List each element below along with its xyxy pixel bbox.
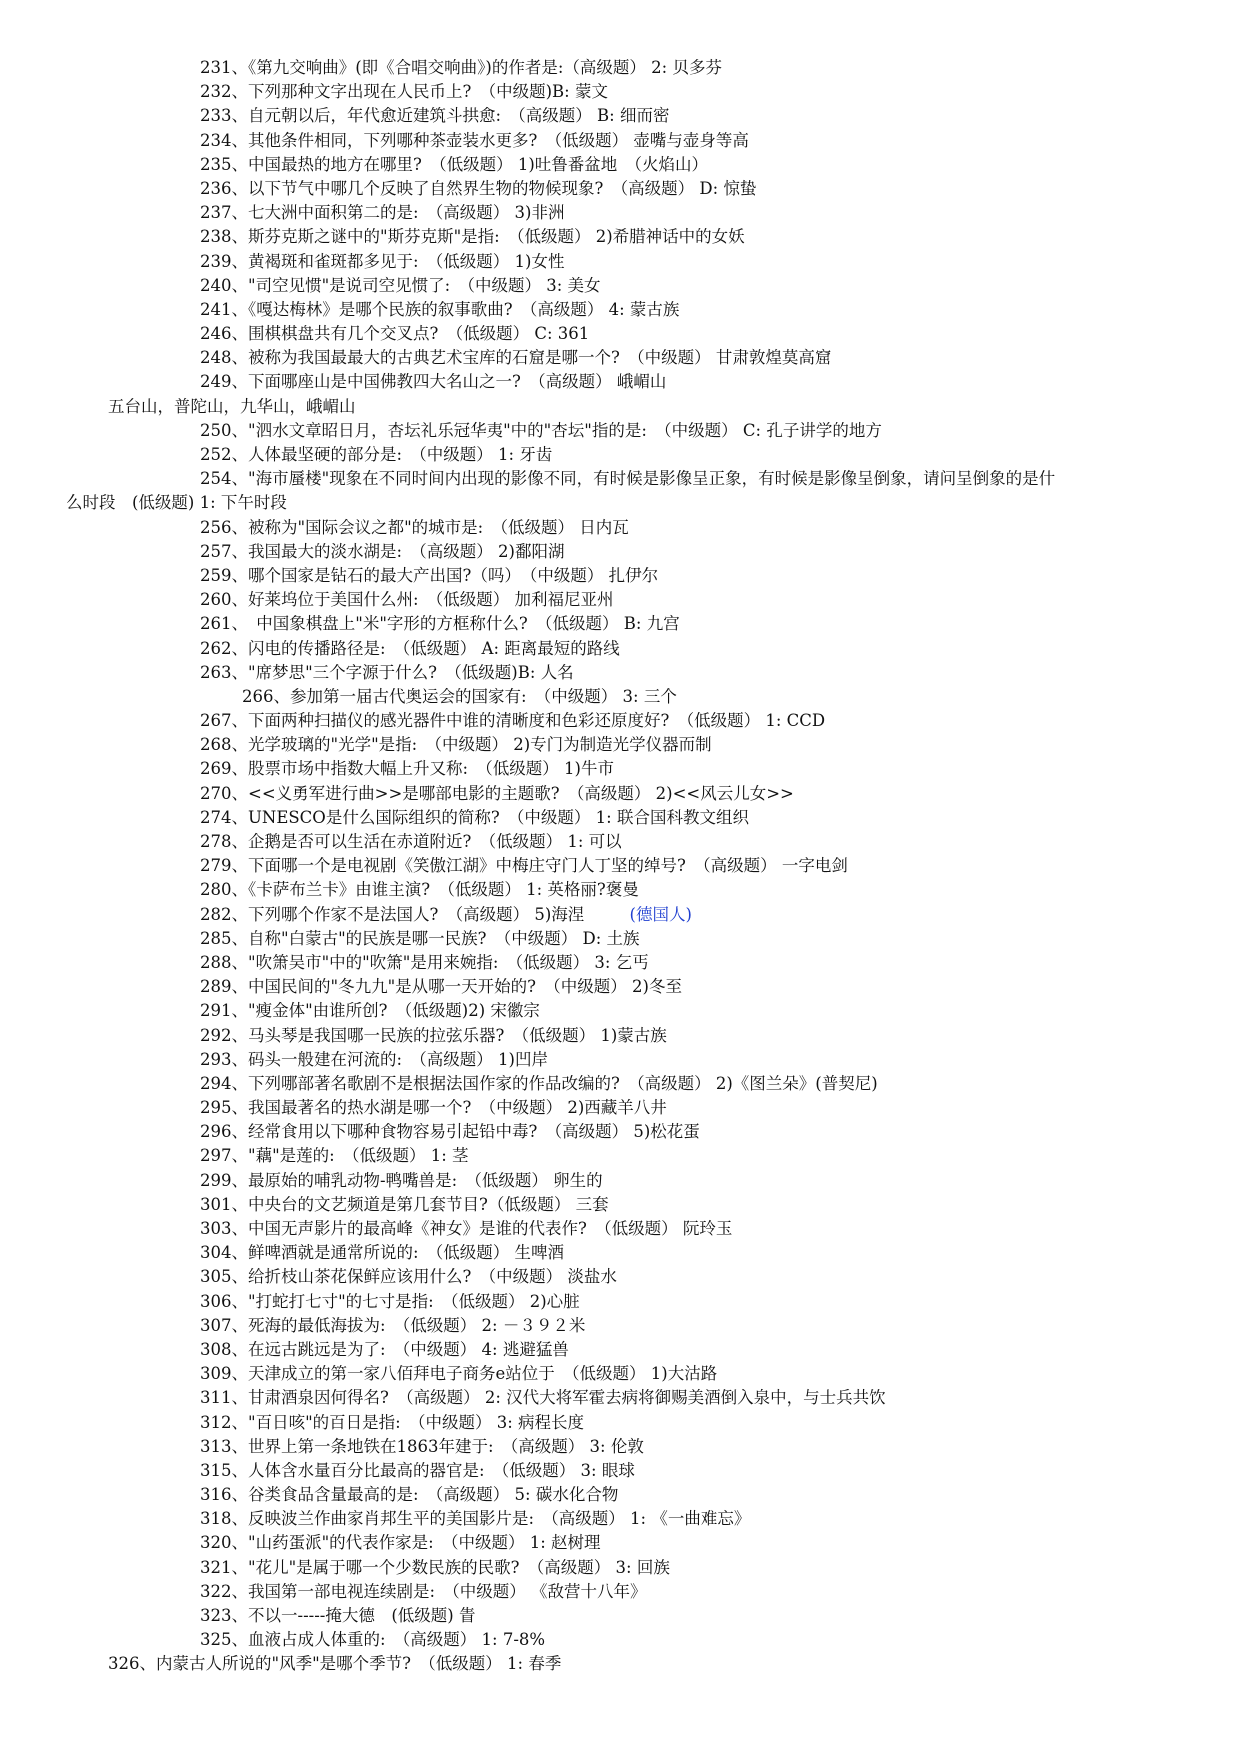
quiz-line-260: 260、好莱坞位于美国什么州: （低级题） 加利福尼亚州 bbox=[200, 590, 614, 610]
quiz-line-234: 234、其他条件相同，下列哪种茶壶装水更多? （低级题） 壶嘴与壶身等高 bbox=[200, 130, 749, 150]
quiz-line-305: 305、给折枝山茶花保鲜应该用什么? （中级题） 淡盐水 bbox=[200, 1267, 617, 1287]
quiz-line-294: 294、下列哪部著名歌剧不是根据法国作家的作品改编的? （高级题） 2)《图兰朵》(普契尼) bbox=[200, 1073, 878, 1093]
quiz-note-mountains: 五台山，普陀山，九华山，峨嵋山 bbox=[108, 396, 356, 416]
quiz-line-240: 240、"司空见惯"是说司空见惯了: （中级题） 3: 美女 bbox=[200, 275, 601, 295]
quiz-line-270: 270、<<义勇军进行曲>>是哪部电影的主题歌? （高级题） 2)<<风云儿女>> bbox=[200, 783, 794, 803]
quiz-line-239: 239、黄褐斑和雀斑都多见于: （低级题） 1)女性 bbox=[200, 251, 565, 271]
quiz-line-254: 254、"海市蜃楼"现象在不同时间内出现的影像不同，有时候是影像呈正象，有时候是影像呈倒象，请问呈倒象的是什 bbox=[200, 469, 1056, 489]
quiz-line-282 bbox=[0, 903, 1241, 927]
quiz-line-303: 303、中国无声影片的最高峰《神女》是谁的代表作? （低级题） 阮玲玉 bbox=[200, 1219, 733, 1238]
quiz-line-250: 250、"泗水文章昭日月，杏坛礼乐冠华夷"中的"杏坛"指的是: （中级题） C: 孔子讲学的地方 bbox=[200, 420, 882, 440]
quiz-line-282-note: (德国人) bbox=[629, 904, 692, 924]
quiz-line-257: 257、我国最大的淡水湖是: （高级题） 2)鄱阳湖 bbox=[200, 541, 565, 561]
quiz-line-235: 235、中国最热的地方在哪里? （低级题） 1)吐鲁番盆地 （火焰山） bbox=[200, 154, 709, 174]
quiz-line-318: 318、反映波兰作曲家肖邦生平的美国影片是: （高级题） 1: 《一曲难忘》 bbox=[200, 1509, 751, 1529]
quiz-line-233: 233、自元朝以后，年代愈近建筑斗拱愈: （高级题） B: 细而密 bbox=[200, 106, 670, 126]
quiz-line-246: 246、围棋棋盘共有几个交叉点? （低级题） C: 361 bbox=[200, 324, 590, 344]
quiz-line-266: 266、参加第一届古代奥运会的国家有: （中级题） 3: 三个 bbox=[242, 686, 677, 706]
quiz-line-241: 241、《嘎达梅林》是哪个民族的叙事歌曲? （高级题） 4: 蒙古族 bbox=[200, 299, 680, 319]
quiz-line-261: 261、 中国象棋盘上"米"字形的方框称什么? （低级题） B: 九宫 bbox=[200, 614, 680, 634]
quiz-line-306: 306、"打蛇打七寸"的七寸是指: （低级题） 2)心脏 bbox=[200, 1291, 580, 1311]
quiz-line-292: 292、马头琴是我国哪一民族的拉弦乐器? （低级题） 1)蒙古族 bbox=[200, 1025, 667, 1045]
quiz-line-301: 301、中央台的文艺频道是第几套节目?（低级题） 三套 bbox=[200, 1194, 609, 1214]
quiz-line-313: 313、世界上第一条地铁在1863年建于: （高级题） 3: 伦敦 bbox=[200, 1436, 644, 1456]
quiz-line-259: 259、哪个国家是钻石的最大产出国?（吗） （中级题） 扎伊尔 bbox=[200, 565, 659, 585]
quiz-line-285: 285、自称"白蒙古"的民族是哪一民族? （中级题） D: 土族 bbox=[200, 928, 640, 948]
quiz-line-269: 269、股票市场中指数大幅上升又称: （低级题） 1)牛市 bbox=[200, 759, 614, 779]
quiz-line-311: 311、甘肃酒泉因何得名? （高级题） 2: 汉代大将军霍去病将御赐美酒倒入泉中，与士兵共饮 bbox=[200, 1388, 886, 1408]
quiz-line-316: 316、谷类食品含量最高的是: （高级题） 5: 碳水化合物 bbox=[200, 1485, 619, 1505]
quiz-line-254-cont: 么时段 (低级题) 1: 下午时段 bbox=[66, 493, 287, 513]
quiz-line-262: 262、闪电的传播路径是: （低级题） A: 距离最短的路线 bbox=[200, 638, 620, 658]
quiz-line-248: 248、被称为我国最最大的古典艺术宝库的石窟是哪一个? （中级题） 甘肃敦煌莫高窟 bbox=[200, 348, 832, 368]
quiz-line-322: 322、我国第一部电视连续剧是: （中级题） 《敌营十八年》 bbox=[200, 1581, 647, 1601]
quiz-line-295: 295、我国最著名的热水湖是哪一个? （中级题） 2)西藏羊八井 bbox=[200, 1098, 667, 1118]
quiz-line-299: 299、最原始的哺乳动物-鸭嘴兽是: （低级题） 卵生的 bbox=[200, 1170, 603, 1190]
quiz-line-288: 288、"吹箫吴市"中的"吹箫"是用来婉指: （低级题） 3: 乞丐 bbox=[200, 952, 649, 972]
quiz-line-289: 289、中国民间的"冬九九"是从哪一天开始的? （中级题） 2)冬至 bbox=[200, 977, 682, 997]
quiz-line-323: 323、不以一-----掩大德 (低级题) 眚 bbox=[200, 1606, 476, 1625]
quiz-line-308: 308、在远古跳远是为了: （中级题） 4: 逃避猛兽 bbox=[200, 1339, 569, 1359]
quiz-line-296: 296、经常食用以下哪种食物容易引起铅中毒? （高级题） 5)松花蛋 bbox=[200, 1122, 700, 1142]
quiz-line-274: 274、UNESCO是什么国际组织的简称? （中级题） 1: 联合国科教文组织 bbox=[200, 807, 749, 827]
quiz-line-326: 326、内蒙古人所说的"风季"是哪个季节? （低级题） 1: 春季 bbox=[108, 1654, 562, 1674]
quiz-line-263: 263、"席梦思"三个字源于什么? （低级题)B: 人名 bbox=[200, 662, 574, 682]
quiz-line-231: 231、《第九交响曲》(即《合唱交响曲》)的作者是:（高级题） 2: 贝多芬 bbox=[200, 58, 722, 77]
quiz-line-309: 309、天津成立的第一家八佰拜电子商务e站位于 （低级题） 1)大沽路 bbox=[200, 1364, 718, 1384]
quiz-line-297: 297、"藕"是莲的: （低级题） 1: 茎 bbox=[200, 1146, 469, 1166]
quiz-line-321: 321、"花儿"是属于哪一个少数民族的民歌? （高级题） 3: 回族 bbox=[200, 1557, 670, 1577]
quiz-line-238: 238、斯芬克斯之谜中的"斯芬克斯"是指: （低级题） 2)希腊神话中的女妖 bbox=[200, 227, 745, 247]
quiz-line-312: 312、"百日咳"的百日是指: （中级题） 3: 病程长度 bbox=[200, 1412, 585, 1432]
quiz-line-304: 304、鲜啤酒就是通常所说的: （低级题） 生啤酒 bbox=[200, 1243, 565, 1263]
quiz-line-252: 252、人体最坚硬的部分是: （中级题） 1: 牙齿 bbox=[200, 445, 553, 464]
quiz-line-279: 279、下面哪一个是电视剧《笑傲江湖》中梅庄守门人丁坚的绰号? （高级题） 一字电剑 bbox=[200, 856, 848, 876]
quiz-line-268: 268、光学玻璃的"光学"是指: （中级题） 2)专门为制造光学仪器而制 bbox=[200, 735, 712, 755]
quiz-line-325: 325、血液占成人体重的: （高级题） 1: 7-8% bbox=[200, 1630, 546, 1650]
quiz-line-278: 278、企鹅是否可以生活在赤道附近? （低级题） 1: 可以 bbox=[200, 832, 622, 851]
quiz-line-293: 293、码头一般建在河流的: （高级题） 1)凹岸 bbox=[200, 1049, 548, 1069]
quiz-line-237: 237、七大洲中面积第二的是: （高级题） 3)非洲 bbox=[200, 203, 565, 223]
quiz-line-282-text: 282、下列哪个作家不是法国人? （高级题） 5)海涅 bbox=[200, 904, 585, 924]
quiz-line-249: 249、下面哪座山是中国佛教四大名山之一? （高级题） 峨嵋山 bbox=[200, 372, 667, 392]
document-body bbox=[0, 56, 1241, 1677]
quiz-line-256: 256、被称为"国际会议之都"的城市是: （低级题） 日内瓦 bbox=[200, 517, 629, 537]
quiz-line-315: 315、人体含水量百分比最高的器官是: （低级题） 3: 眼球 bbox=[200, 1460, 635, 1480]
quiz-line-320: 320、"山药蛋派"的代表作家是: （中级题） 1: 赵树理 bbox=[200, 1533, 601, 1553]
quiz-line-236: 236、以下节气中哪几个反映了自然界生物的物候现象? （高级题） D: 惊蛰 bbox=[200, 178, 757, 198]
quiz-line-267: 267、下面两种扫描仪的感光器件中谁的清晰度和色彩还原度好? （低级题） 1: CCD bbox=[200, 711, 826, 731]
quiz-line-232: 232、下列那种文字出现在人民币上? （中级题)B: 蒙文 bbox=[200, 82, 608, 102]
quiz-line-280: 280、《卡萨布兰卡》由谁主演? （低级题） 1: 英格丽?褒曼 bbox=[200, 880, 639, 900]
quiz-line-307: 307、死海的最低海拔为: （低级题） 2: －３９２米 bbox=[200, 1315, 586, 1335]
quiz-line-291: 291、"瘦金体"由谁所创? （低级题)2) 宋徽宗 bbox=[200, 1001, 540, 1021]
